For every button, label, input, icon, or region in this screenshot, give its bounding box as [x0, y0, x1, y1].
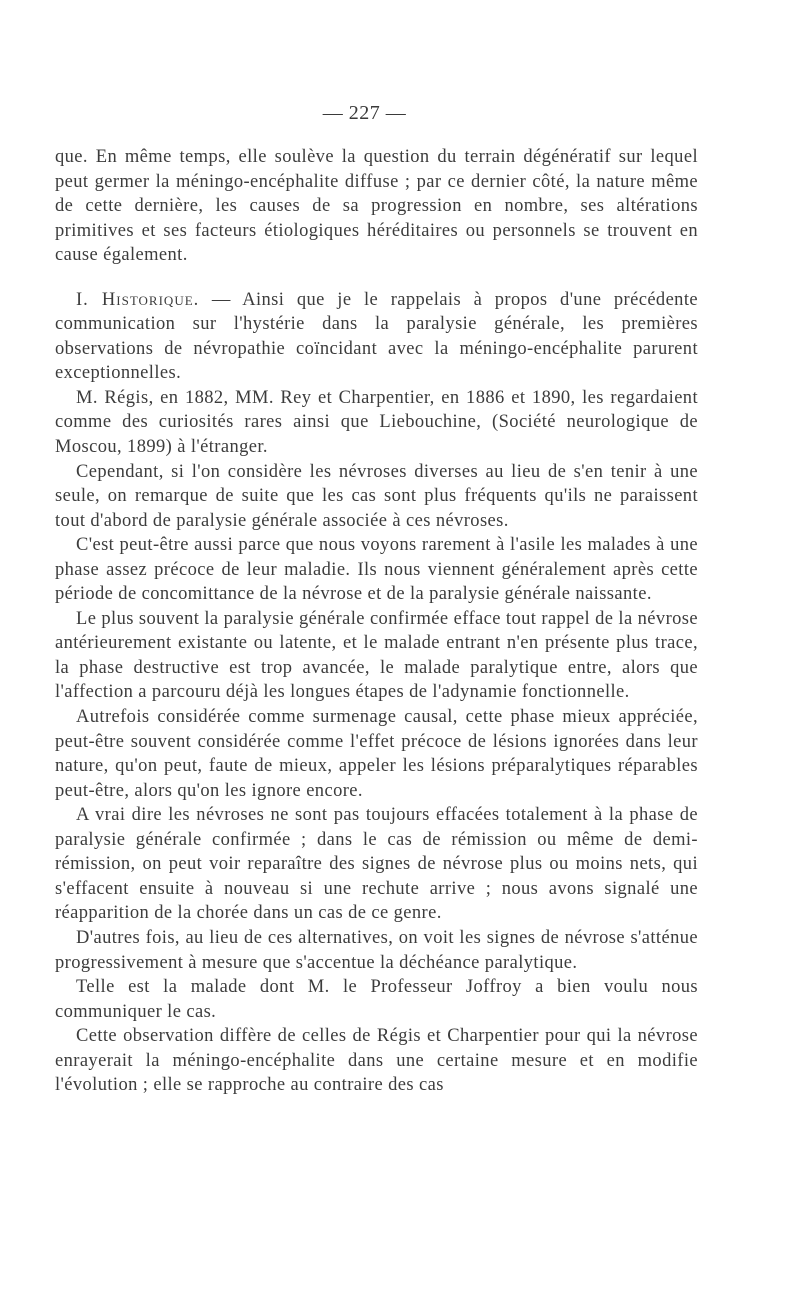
paragraph: M. Régis, en 1882, MM. Rey et Charpentier, en 1886 et 1890, les regardaient comme des curiosités rares ainsi que Liebouchine, (Société neurologique de Moscou, 1899) à l'étranger.: [55, 387, 698, 458]
paragraph: Cependant, si l'on considère les névroses diverses au lieu de s'en tenir à une seule, on remarque de suite que les cas sont plus fréquents qu'ils ne paraissent tout d'abord de paralysie générale associée à ces névroses.: [55, 461, 698, 531]
paragraph: Cette observation diffère de celles de Régis et Charpentier pour qui la névrose enrayerait la méningo-encéphalite dans une certaine mesure et en modifie l'évolution ; elle se rapproche au contraire des cas: [55, 1026, 698, 1096]
section-heading: I. Historique.: [76, 289, 200, 310]
paragraph: Le plus souvent la paralysie générale confirmée efface tout rappel de la névrose antérieurement existante ou latente, et le malade entrant n'en présente plus trace, la phase destructive est trop avancée, le malade paralytique entre, alors que l'affection a parcouru déjà les longues étapes de l'adynamie fonctionnelle.: [55, 608, 698, 703]
paragraph: C'est peut-être aussi parce que nous voyons rarement à l'asile les malades à une phase assez précoce de leur maladie. Ils nous viennent généralement après cette période de concomittance de la névrose et de la paralysie générale naissante.: [55, 535, 698, 605]
paragraph-historique-text: — Ainsi que je le rappelais à propos d'une précédente communication sur l'hystérie dans la paralysie générale, les premières observations de névropathie coïncidant avec la méningo-encéphalite parurent exceptionnelles.: [55, 289, 698, 384]
paragraph-continuation: que. En même temps, elle soulève la question du terrain dégénératif sur lequel peut germer la méningo-encéphalite diffuse ; par ce dernier côté, la nature même de cette dernière, les causes de sa progression en nombre, ses altérations primitives et ses facteurs étiologiques héréditaires ou personnels se trouvent en cause également.: [55, 147, 698, 266]
paragraph: D'autres fois, au lieu de ces alternatives, on voit les signes de névrose s'atténue progressivement à mesure que s'accentue la déchéance paralytique.: [55, 927, 698, 973]
page-number: — 227 —: [322, 102, 407, 124]
paragraph: A vrai dire les névroses ne sont pas toujours effacées totalement à la phase de paralysie générale confirmée ; dans le cas de rémission ou même de demi-rémission, on peut voir reparaître des signes de névrose plus ou moins nets, qui s'effacent ensuite à nouveau si une rechute arrive ; nous avons signalé une réapparition de la chorée dans un cas de ce genre.: [55, 805, 698, 924]
paragraph: Telle est la malade dont M. le Professeur Joffroy a bien voulu nous communiquer le cas.: [55, 977, 698, 1022]
body-text: [55, 145, 698, 1098]
paragraph-historique: [55, 288, 698, 386]
paragraph: Autrefois considérée comme surmenage causal, cette phase mieux appréciée, peut-être souvent considérée comme l'effet précoce de lésions ignorées dans leur nature, qu'on peut, faute de mieux, appeler les lésions préparalytiques réparables peut-être, alors qu'on les ignore encore.: [55, 707, 698, 801]
